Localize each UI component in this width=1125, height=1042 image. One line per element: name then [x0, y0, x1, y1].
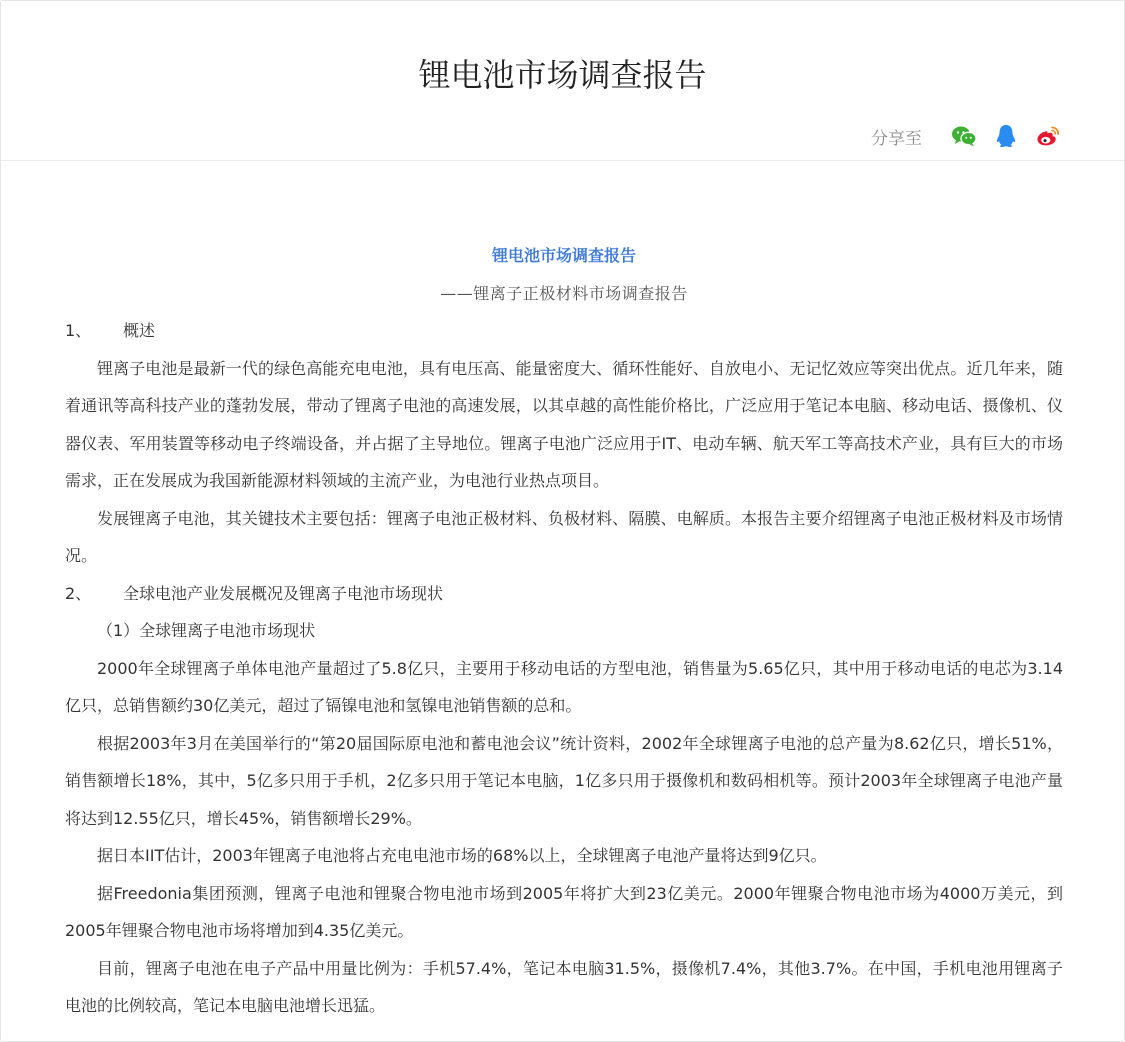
paragraph: 发展锂离子电池，其关键技术主要包括：锂离子电池正极材料、负极材料、隔膜、电解质。本报告主要介绍锂离子电池正极材料及市场情况。: [65, 508, 1063, 565]
page-header: [1, 1, 1124, 161]
document-body: [65, 237, 1063, 1025]
wechat-icon[interactable]: [950, 122, 978, 150]
page-title: 锂电池市场调查报告: [418, 56, 707, 94]
paragraph: 目前，锂离子电池在电子产品中用量比例为：手机57.4%，笔记本电脑31.5%，摄像机7.4%，其他3.7%。在中国，手机电池用锂离子电池的比例较高，笔记本电脑电池增长迅猛。: [65, 958, 1063, 1015]
weibo-icon[interactable]: [1034, 122, 1062, 150]
section-number: 1、: [65, 321, 92, 340]
paragraph: 据Freedonia集团预测，锂离子电池和锂聚合物电池市场到2005年将扩大到23亿美元。2000年锂聚合物电池市场为4000万美元，到2005年锂聚合物电池市场将增加到4.35亿美元。: [65, 883, 1063, 940]
paragraph: 根据2003年3月在美国举行的“第20届国际原电池和蓄电池会议”统计资料，2002年全球锂离子电池的总产量为8.62亿只，增长51%，销售额增长18%，其中，5亿多只用于手机，2亿多只用于笔记本电脑，1亿多只用于摄像机和数码相机等。预计2003年全球锂离子电池产量将达到12.55亿只，增长45%，销售额增长29%。: [65, 733, 1063, 828]
section-heading: [65, 575, 1063, 613]
paragraph: 据日本IIT估计，2003年锂离子电池将占充电电池市场的68%以上，全球锂离子电池产量将达到9亿只。: [97, 846, 827, 865]
subsection-title: （1）全球锂离子电池市场现状: [97, 621, 316, 640]
section-title: 概述: [123, 321, 156, 340]
paragraph: 2000年全球锂离子单体电池产量超过了5.8亿只，主要用于移动电话的方型电池，销售量为5.65亿只，其中用于移动电话的电芯为3.14亿只，总销售额约30亿美元，超过了镉镍电池和氢镍电池销售额的总和。: [65, 658, 1063, 715]
share-label: 分享至: [871, 128, 922, 149]
qq-icon[interactable]: [992, 122, 1020, 150]
document-title: 锂电池市场调查报告: [491, 246, 636, 265]
paragraph: 锂离子电池是最新一代的绿色高能充电电池，具有电压高、能量密度大、循环性能好、自放电小、无记忆效应等突出优点。近几年来，随着通讯等高科技产业的蓬勃发展，带动了锂离子电池的高速发展，以其卓越的高性能价格比，广泛应用于笔记本电脑、移动电话、摄像机、仪器仪表、军用装置等移动电子终端设备，并占据了主导地位。锂离子电池广泛应用于IT、电动车辆、航天军工等高技术产业，具有巨大的市场需求，正在发展成为我国新能源材料领域的主流产业，为电池行业热点项目。: [65, 358, 1063, 490]
section-heading: [65, 312, 1063, 350]
share-bar: [871, 121, 1062, 151]
section-title: 全球电池产业发展概况及锂离子电池市场现状: [123, 583, 444, 603]
section-number: 2、: [65, 583, 92, 603]
document-subtitle: ——锂离子正极材料市场调查报告: [440, 283, 688, 303]
